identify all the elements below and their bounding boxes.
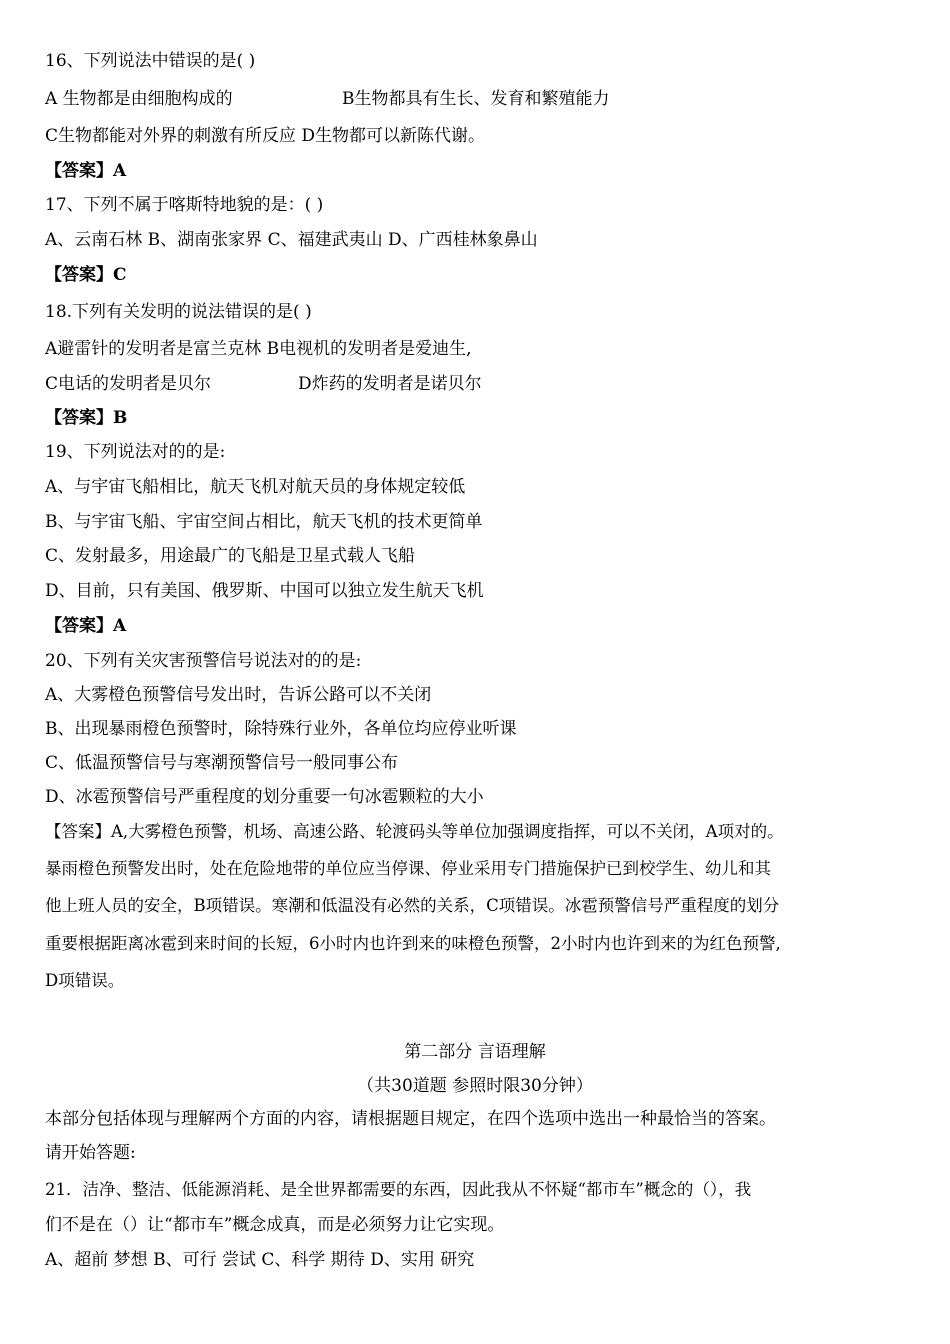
q21-options: A、超前 梦想 B、可行 尝试 C、科学 期待 D、实用 研究 — [45, 1250, 475, 1270]
start-prompt: 请开始答题: — [45, 1143, 136, 1163]
q20-answer-line: 【答案】A,大雾橙色预警，机场、高速公路、轮渡码头等单位加强调度指挥，可以不关闭，A项对的。 — [45, 822, 784, 841]
q17-options: A、云南石林 B、湖南张家界 C、福建武夷山 D、广西桂林象鼻山 — [45, 230, 538, 250]
q19-stem: 19、下列说法对的的是: — [45, 442, 226, 462]
section-instruction: 本部分包括体现与理解两个方面的内容，请根据题目规定，在四个选项中选出一种最恰当的答案。 — [45, 1109, 776, 1129]
q16-answer: 【答案】A — [45, 161, 127, 181]
q19-option-d: D、目前，只有美国、俄罗斯、中国可以独立发生航天飞机 — [45, 581, 484, 601]
q18-option-c: C电话的发明者是贝尔 — [45, 374, 212, 394]
q20-answer-line: 他上班人员的安全，B项错误。寒潮和低温没有必然的关系，C项错误。冰雹预警信号严重程度的划分 — [45, 896, 780, 915]
q20-option-b: B、出现暴雨橙色预警时，除特殊行业外，各单位均应停业听课 — [45, 719, 517, 739]
section-subtitle: （共30道题 参照时限30分钟） — [357, 1076, 593, 1096]
q20-option-c: C、低温预警信号与寒潮预警信号一般同事公布 — [45, 753, 399, 773]
q18-option-d: D炸药的发明者是诺贝尔 — [298, 374, 482, 394]
q19-option-c: C、发射最多，用途最广的飞船是卫星式载人飞船 — [45, 546, 416, 566]
q20-option-d: D、冰雹预警信号严重程度的划分重要一句冰雹颗粒的大小 — [45, 787, 484, 807]
q21-stem-line1: 21．洁净、整洁、低能源消耗、是全世界都需要的东西，因此我从不怀疑“都市车”概念的（），我 — [45, 1180, 752, 1199]
q20-answer-line: 暴雨橙色预警发出时，处在危险地带的单位应当停课、停业采用专门措施保护已到校学生、幼儿和其 — [45, 859, 771, 878]
q19-option-a: A、与宇宙飞船相比，航天飞机对航天员的身体规定较低 — [45, 477, 466, 497]
q21-stem-line2: 们不是在（）让“都市车”概念成真，而是必须努力让它实现。 — [45, 1215, 505, 1235]
q18-option-a-b: A避雷针的发明者是富兰克林 B电视机的发明者是爱迪生, — [45, 339, 472, 359]
q17-answer: 【答案】C — [45, 265, 127, 285]
q20-option-a: A、大雾橙色预警信号发出时，告诉公路可以不关闭 — [45, 685, 432, 705]
q18-stem: 18.下列有关发明的说法错误的是( ) — [45, 302, 312, 322]
q18-answer: 【答案】B — [45, 408, 128, 428]
q16-option-c-d: C生物都能对外界的刺激有所反应 D生物都可以新陈代谢。 — [45, 126, 486, 146]
q19-option-b: B、与宇宙飞船、宇宙空间占相比，航天飞机的技术更简单 — [45, 512, 483, 532]
q19-answer: 【答案】A — [45, 616, 127, 636]
q16-option-b: B生物都具有生长、发育和繁殖能力 — [342, 89, 610, 109]
q20-stem: 20、下列有关灾害预警信号说法对的的是: — [45, 651, 362, 671]
section-title: 第二部分 言语理解 — [404, 1042, 546, 1062]
q20-answer-line: 重要根据距离冰雹到来时间的长短，6小时内也许到来的味橙色预警，2小时内也许到来的为红色预警, — [45, 934, 781, 953]
q16-stem: 16、下列说法中错误的是( ) — [45, 51, 256, 71]
q16-option-a: A 生物都是由细胞构成的 — [45, 89, 233, 109]
q17-stem: 17、下列不属于喀斯特地貌的是：( ) — [45, 195, 324, 215]
q20-answer-line: D项错误。 — [45, 971, 125, 990]
